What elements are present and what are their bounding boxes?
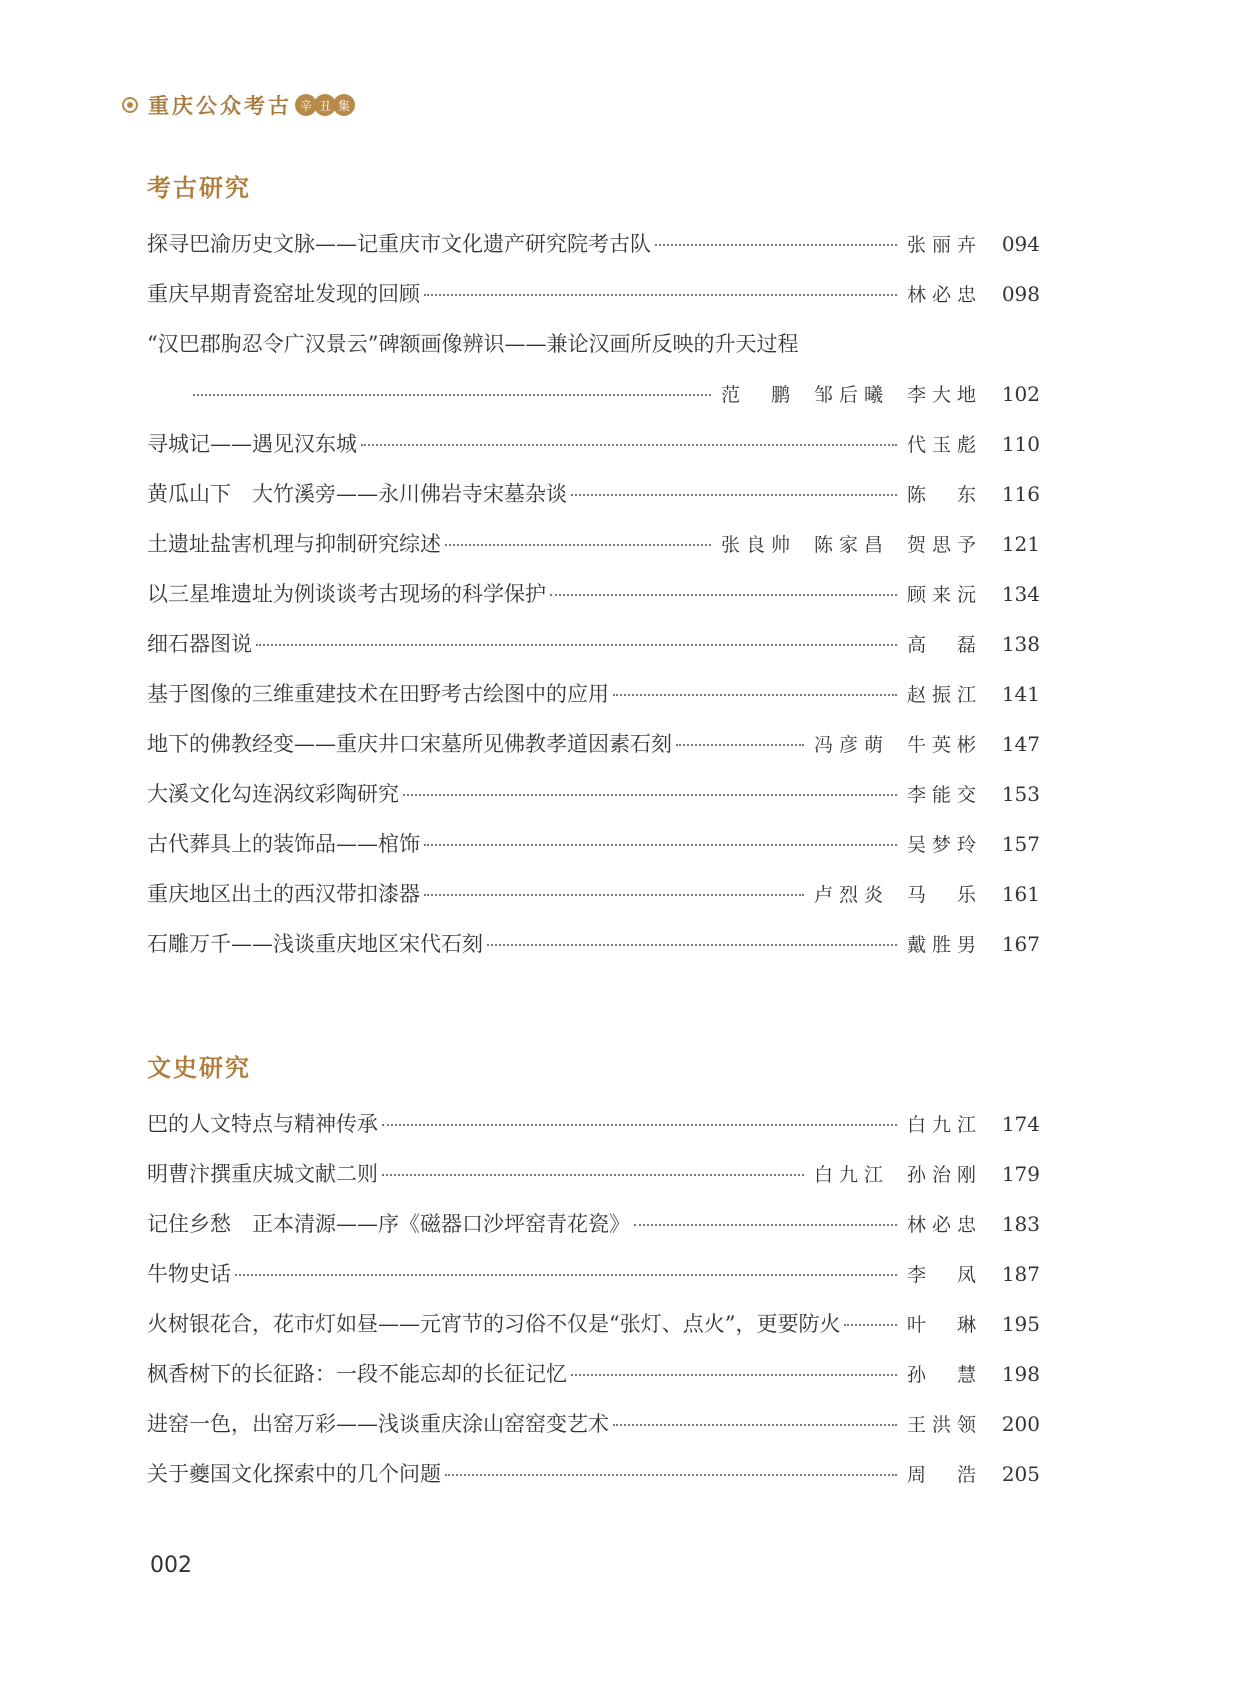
toc-entry[interactable] (147, 227, 1040, 277)
section-title-history: 文史研究 (147, 1053, 251, 1082)
toc-entry-authors (907, 228, 982, 262)
toc-entry-authors (814, 728, 982, 762)
dot-leader (235, 1274, 897, 1276)
toc-entry-title: 古代葬具上的装饰品——棺饰 (147, 832, 420, 856)
toc-entry[interactable] (147, 727, 1040, 777)
dot-leader (193, 394, 711, 396)
dot-leader (844, 1324, 897, 1326)
author-name: 李 凤 (906, 1264, 982, 1286)
toc-entry[interactable] (147, 1157, 1040, 1207)
toc-entry-authors (907, 578, 982, 612)
toc-entry-authors (907, 1308, 982, 1342)
toc-entry-page: 110 (1001, 432, 1040, 456)
toc-entry-page: 161 (1001, 882, 1040, 906)
toc-entry-page: 195 (1001, 1312, 1040, 1336)
author-name: 范 鹏 (720, 384, 796, 406)
toc-entry[interactable] (147, 677, 1040, 727)
toc-entry-page: 094 (1001, 232, 1040, 256)
author-name: 贺思予 (906, 534, 982, 556)
author-name: 吴梦玲 (906, 834, 982, 856)
toc-entry-title: 寻城记——遇见汉东城 (147, 432, 357, 456)
toc-entry-title: 基于图像的三维重建技术在田野考古绘图中的应用 (147, 682, 609, 706)
toc-entry-title: 大溪文化勾连涡纹彩陶研究 (147, 782, 399, 806)
toc-entry[interactable] (147, 1457, 1040, 1507)
toc-entry-page: 167 (1001, 932, 1040, 956)
dot-leader (613, 1424, 897, 1426)
toc-entry-page: 134 (1001, 582, 1040, 606)
author-name: 马 乐 (906, 884, 982, 906)
toc-entry-page: 157 (1001, 832, 1040, 856)
toc-entry[interactable] (147, 377, 1040, 427)
toc-entry[interactable] (147, 927, 1040, 977)
author-name: 张良帅 (720, 534, 796, 556)
toc-entry[interactable] (147, 1207, 1040, 1257)
toc-entry[interactable] (147, 1307, 1040, 1357)
toc-entry-title: 黄瓜山下 大竹溪旁——永川佛岩寺宋墓杂谈 (147, 482, 567, 506)
toc-entry-authors (814, 1158, 982, 1192)
author-name: 白九江 (813, 1164, 889, 1186)
toc-entry-title: 细石器图说 (147, 632, 252, 656)
dot-leader (403, 794, 897, 796)
toc-entry-title: “汉巴郡朐忍令广汉景云”碑额画像辨识——兼论汉画所反映的升天过程 (147, 332, 799, 356)
toc-entry-authors (907, 1108, 982, 1142)
author-name: 陈 东 (906, 484, 982, 506)
toc-entry-page: 141 (1001, 682, 1040, 706)
toc-list-archaeology (147, 227, 1040, 977)
toc-entry[interactable] (147, 427, 1040, 477)
toc-entry[interactable] (147, 577, 1040, 627)
toc-entry-page: 138 (1001, 632, 1040, 656)
toc-entry[interactable] (147, 527, 1040, 577)
author-name: 孙治刚 (906, 1164, 982, 1186)
author-name: 林必忠 (906, 1214, 982, 1236)
author-name: 高 磊 (906, 634, 982, 656)
toc-entry-authors (907, 478, 982, 512)
author-name: 张丽卉 (906, 234, 982, 256)
toc-entry[interactable] (147, 827, 1040, 877)
toc-entry-title: 明曹汴撰重庆城文献二则 (147, 1162, 378, 1186)
toc-list-history (147, 1107, 1040, 1507)
toc-entry[interactable] (147, 1357, 1040, 1407)
author-name: 叶 琳 (906, 1314, 982, 1336)
author-name: 王洪领 (906, 1414, 982, 1436)
author-name: 卢烈炎 (813, 884, 889, 906)
dot-leader (655, 244, 897, 246)
toc-entry-page: 200 (1001, 1412, 1040, 1436)
toc-entry-authors (907, 678, 982, 712)
dot-leader (382, 1124, 897, 1126)
toc-entry-page: 187 (1001, 1262, 1040, 1286)
toc-entry-title: 以三星堆遗址为例谈谈考古现场的科学保护 (147, 582, 546, 606)
dot-leader (550, 594, 897, 596)
toc-entry-authors (907, 1458, 982, 1492)
toc-entry-authors (721, 378, 982, 412)
toc-entry-page: 205 (1001, 1462, 1040, 1486)
edition-badge (298, 94, 355, 116)
section-title-archaeology: 考古研究 (147, 173, 251, 202)
toc-entry-page: 098 (1001, 282, 1040, 306)
toc-entry-authors (907, 778, 982, 812)
book-title: 重庆公众考古 (148, 94, 292, 118)
dot-leader (382, 1174, 804, 1176)
toc-entry-page: 102 (1001, 382, 1040, 406)
toc-entry-title: 巴的人文特点与精神传承 (147, 1112, 378, 1136)
author-name: 冯彦萌 (813, 734, 889, 756)
dot-leader (445, 1474, 897, 1476)
page-number: 002 (150, 1553, 192, 1578)
dot-leader (571, 1374, 897, 1376)
toc-entry[interactable] (147, 1107, 1040, 1157)
toc-entry-title: 重庆地区出土的西汉带扣漆器 (147, 882, 420, 906)
author-name: 陈家昌 (813, 534, 889, 556)
toc-entry[interactable] (147, 1407, 1040, 1457)
toc-entry-page: 153 (1001, 782, 1040, 806)
dot-leader (424, 894, 804, 896)
toc-entry-title: 火树银花合，花市灯如昼——元宵节的习俗不仅是“张灯、点火”，更要防火 (147, 1312, 841, 1336)
dot-leader (424, 844, 897, 846)
toc-entry-page: 116 (1001, 482, 1040, 506)
dot-leader (634, 1224, 897, 1226)
toc-entry-page: 174 (1001, 1112, 1040, 1136)
author-name: 李能交 (906, 784, 982, 806)
toc-entry-authors (907, 1208, 982, 1242)
author-name: 代玉彪 (906, 434, 982, 456)
toc-entry[interactable] (147, 777, 1040, 827)
toc-entry-page: 147 (1001, 732, 1040, 756)
edition-badge-char: 集 (333, 94, 355, 116)
dot-leader (613, 694, 897, 696)
toc-entry[interactable] (147, 1257, 1040, 1307)
circle-bullet-icon (122, 97, 138, 113)
author-name: 牛英彬 (906, 734, 982, 756)
toc-entry-title: 牛物史话 (147, 1262, 231, 1286)
author-name: 邹后曦 (813, 384, 889, 406)
dot-leader (445, 544, 711, 546)
author-name: 林必忠 (906, 284, 982, 306)
dot-leader (487, 944, 897, 946)
toc-entry[interactable] (147, 277, 1040, 327)
toc-entry-title: 关于夔国文化探索中的几个问题 (147, 1462, 441, 1486)
toc-entry[interactable] (147, 877, 1040, 927)
toc-entry-title: 石雕万千——浅谈重庆地区宋代石刻 (147, 932, 483, 956)
running-header (122, 88, 355, 122)
edition-badge-char: 辛 (295, 94, 317, 116)
toc-entry-title: 枫香树下的长征路：一段不能忘却的长征记忆 (147, 1362, 567, 1386)
toc-entry-authors (814, 878, 982, 912)
author-name: 孙 慧 (906, 1364, 982, 1386)
dot-leader (571, 494, 897, 496)
toc-entry-page: 121 (1001, 532, 1040, 556)
toc-entry[interactable] (147, 627, 1040, 677)
toc-entry-authors (907, 1358, 982, 1392)
author-name: 戴胜男 (906, 934, 982, 956)
toc-entry-title: 地下的佛教经变——重庆井口宋墓所见佛教孝道因素石刻 (147, 732, 672, 756)
toc-entry[interactable] (147, 477, 1040, 527)
toc-entry-authors (907, 1408, 982, 1442)
toc-entry-authors (907, 428, 982, 462)
toc-entry-page: 179 (1001, 1162, 1040, 1186)
toc-entry-page: 183 (1001, 1212, 1040, 1236)
dot-leader (424, 294, 897, 296)
toc-entry-page: 198 (1001, 1362, 1040, 1386)
author-name: 白九江 (906, 1114, 982, 1136)
toc-entry-authors (721, 528, 982, 562)
toc-entry-authors (907, 1258, 982, 1292)
toc-entry-authors (907, 628, 982, 662)
toc-entry-title: 进窑一色，出窑万彩——浅谈重庆涂山窑窑变艺术 (147, 1412, 609, 1436)
dot-leader (676, 744, 804, 746)
author-name: 李大地 (906, 384, 982, 406)
dot-leader (256, 644, 897, 646)
toc-entry-title: 探寻巴渝历史文脉——记重庆市文化遗产研究院考古队 (147, 232, 651, 256)
toc-entry-title: 记住乡愁 正本清源——序《磁器口沙坪窑青花瓷》 (147, 1212, 630, 1236)
dot-leader (361, 444, 897, 446)
edition-badge-char: 丑 (314, 94, 336, 116)
toc-entry-authors (907, 928, 982, 962)
author-name: 周 浩 (906, 1464, 982, 1486)
toc-entry-title: 重庆早期青瓷窑址发现的回顾 (147, 282, 420, 306)
toc-entry[interactable] (147, 327, 1040, 377)
toc-entry-authors (907, 278, 982, 312)
toc-entry-title: 土遗址盐害机理与抑制研究综述 (147, 532, 441, 556)
toc-entry-authors (907, 828, 982, 862)
author-name: 顾来沅 (906, 584, 982, 606)
author-name: 赵振江 (906, 684, 982, 706)
